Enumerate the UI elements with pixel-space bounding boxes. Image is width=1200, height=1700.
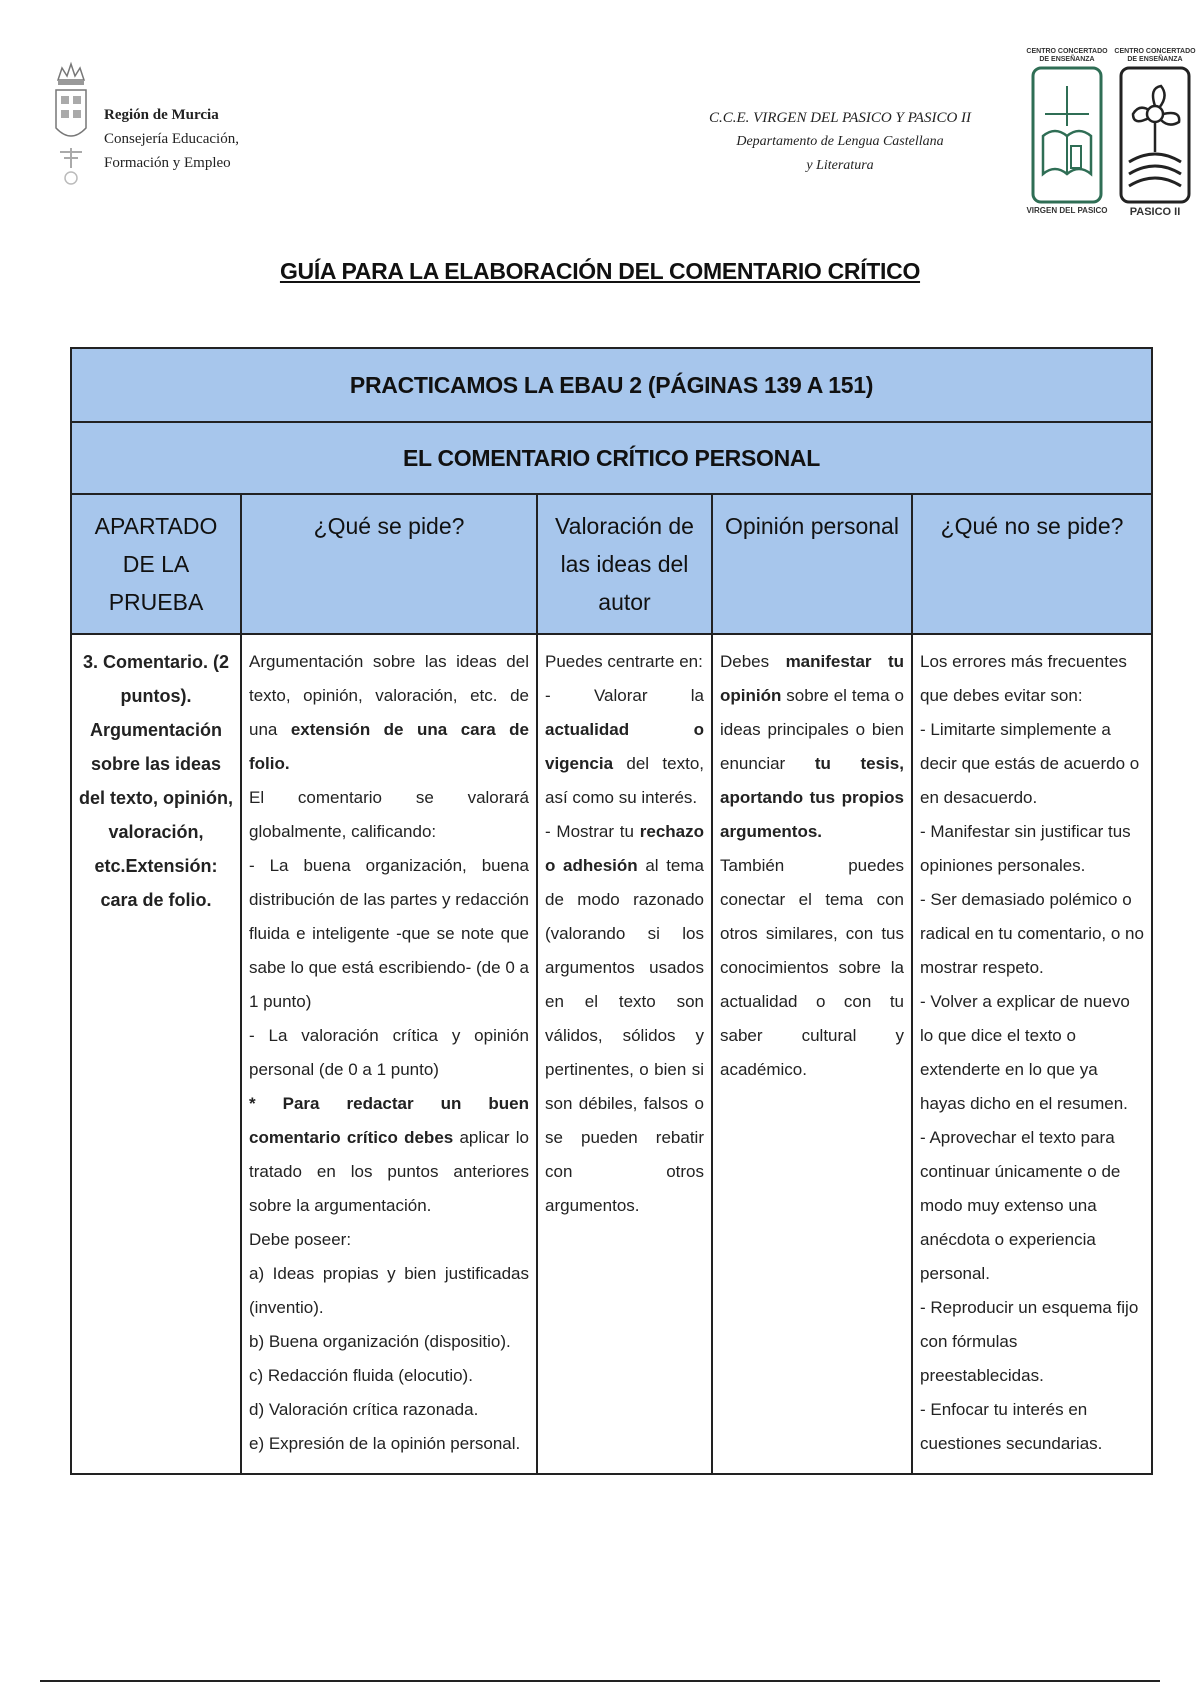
list-item: - Volver a explicar de nuevo lo que dice el texto o extenderte en lo que ya hayas dicho en el resumen. bbox=[920, 992, 1130, 1113]
pide-p1-text: Argumentación sobre las ideas del texto, opinión, valoración, etc. de una bbox=[249, 652, 529, 739]
list-item: d) Valoración crítica razonada. bbox=[249, 1400, 479, 1419]
document-title bbox=[0, 258, 1200, 285]
pide-paragraph-6: Debe poseer: bbox=[249, 1230, 352, 1249]
pide-paragraph-3: - La buena organización, buena distribución de las partes y redacción fluida e inteligente -que se note que sabe lo que está escribiendo- (de 0 a 1 punto) bbox=[249, 856, 529, 1011]
opinion-p1-a: Debes bbox=[720, 652, 786, 671]
list-item: - Reproducir un esquema fijo con fórmulas preestablecidas. bbox=[920, 1298, 1139, 1385]
region-name: Región de Murcia bbox=[104, 107, 219, 123]
column-header-que-se-pide: ¿Qué se pide? bbox=[241, 494, 537, 634]
region-text bbox=[104, 58, 239, 208]
column-header-valoracion: Valoración de las ideas del autor bbox=[537, 494, 712, 634]
valoracion-p3-c: al tema de modo razonado (valorando si los argumentos usados en el texto son válidos, sólidos y pertinentes, o bien si son débiles, falsos o se pueden rebatir con otros argumentos. bbox=[545, 856, 704, 1215]
pide-p5-text: aplicar lo tratado en los puntos anteriores sobre la argumentación. bbox=[249, 1128, 529, 1215]
list-item: - Aprovechar el texto para continuar únicamente o de modo muy extenso una anécdota o experiencia personal. bbox=[920, 1128, 1121, 1283]
valoracion-p3-a: - Mostrar tu bbox=[545, 822, 640, 841]
flower-icon bbox=[1119, 66, 1191, 204]
school-dept-1: Departamento de Lengua Castellana bbox=[736, 134, 944, 149]
valoracion-paragraph-1: Puedes centrarte en: bbox=[545, 652, 703, 671]
pide-paragraph-4: - La valoración crítica y opinión personal (de 0 a 1 punto) bbox=[249, 1026, 529, 1079]
valoracion-paragraph-2 bbox=[545, 679, 704, 815]
apartado-text: 3. Comentario. (2 puntos). Argumentación sobre las ideas del texto, opinión, valoración, etc.Extensión: cara de folio. bbox=[79, 652, 233, 910]
cell-que-no-se-pide bbox=[912, 634, 1152, 1474]
opinion-p1-bold-2: tu tesis, aportando tus propios argumentos. bbox=[720, 754, 904, 841]
virgen-del-pasico-logo bbox=[1025, 48, 1109, 220]
footer-rule bbox=[40, 1680, 1160, 1682]
opinion-paragraph-2: También puedes conectar el tema con otros similares, con tus conocimientos sobre la actualidad o con tu saber cultural y académico. bbox=[720, 856, 904, 1079]
school-name: C.C.E. VIRGEN DEL PASICO Y PASICO II bbox=[708, 110, 972, 126]
table-band-title: PRACTICAMOS LA EBAU 2 (PÁGINAS 139 A 151) bbox=[71, 348, 1152, 422]
pide-paragraph-1 bbox=[249, 645, 529, 781]
coat-of-arms-icon bbox=[50, 58, 92, 208]
logo2-top-text: CENTRO CONCERTADO DE ENSEÑANZA bbox=[1114, 48, 1196, 63]
school-block bbox=[690, 106, 990, 178]
school-dept-2: y Literatura bbox=[806, 158, 874, 173]
valoracion-p3-bold: rechazo o adhesión bbox=[545, 822, 704, 875]
column-header-apartado: APARTADO DE LA PRUEBA bbox=[71, 494, 241, 634]
opinion-p1-c: sobre el tema o ideas principales o bien enunciar bbox=[720, 686, 904, 773]
cell-apartado bbox=[71, 634, 241, 1474]
table-row bbox=[71, 634, 1152, 1474]
list-item: - Limitarte simplemente a decir que estás de acuerdo o en desacuerdo. bbox=[920, 720, 1140, 807]
guide-table bbox=[70, 347, 1153, 1475]
pide-paragraph-5 bbox=[249, 1087, 529, 1223]
page-header bbox=[0, 0, 1200, 230]
list-item: - Manifestar sin justificar tus opiniones personales. bbox=[920, 822, 1131, 875]
valoracion-p2-a: - Valorar la bbox=[545, 686, 704, 705]
cell-opinion bbox=[712, 634, 912, 1474]
list-item: b) Buena organización (dispositio). bbox=[249, 1332, 511, 1351]
column-header-que-no-se-pide: ¿Qué no se pide? bbox=[912, 494, 1152, 634]
table-band-row-1 bbox=[71, 348, 1152, 422]
column-header-opinion: Opinión personal bbox=[712, 494, 912, 634]
pide-p5-bold: * Para redactar un buen comentario crítico debes bbox=[249, 1094, 529, 1147]
region-dept-2: Formación y Empleo bbox=[104, 155, 231, 171]
opinion-paragraph-1 bbox=[720, 645, 904, 849]
table-header-row bbox=[71, 494, 1152, 634]
pide-p1-bold: extensión de una cara de folio. bbox=[249, 720, 529, 773]
list-item: - Ser demasiado polémico o radical en tu comentario, o no mostrar respeto. bbox=[920, 890, 1144, 977]
book-icon bbox=[1031, 66, 1103, 204]
cell-que-se-pide bbox=[241, 634, 537, 1474]
list-item: - Enfocar tu interés en cuestiones secundarias. bbox=[920, 1400, 1103, 1453]
region-block bbox=[50, 58, 239, 208]
valoracion-p2-c: del texto, así como su interés. bbox=[545, 754, 704, 807]
list-item: Los errores más frecuentes que debes evitar son: bbox=[920, 652, 1127, 705]
pide-paragraph-2: El comentario se valorará globalmente, calificando: bbox=[249, 788, 529, 841]
list-item: e) Expresión de la opinión personal. bbox=[249, 1434, 521, 1453]
valoracion-p2-bold: actualidad o vigencia bbox=[545, 720, 704, 773]
logo1-top-text: CENTRO CONCERTADO DE ENSEÑANZA bbox=[1026, 48, 1108, 63]
logo1-bottom-text: VIRGEN DEL PASICO bbox=[1026, 206, 1108, 215]
list-item: c) Redacción fluida (elocutio). bbox=[249, 1366, 473, 1385]
table-band-subtitle: EL COMENTARIO CRÍTICO PERSONAL bbox=[71, 422, 1152, 494]
opinion-p1-bold-1: manifestar tu opinión bbox=[720, 652, 904, 705]
document-title-text: GUÍA PARA LA ELABORACIÓN DEL COMENTARIO CRÍTICO bbox=[279, 258, 921, 284]
table-band-row-2 bbox=[71, 422, 1152, 494]
valoracion-paragraph-3 bbox=[545, 815, 704, 1223]
list-item: a) Ideas propias y bien justificadas (inventio). bbox=[249, 1264, 529, 1317]
region-dept-1: Consejería Educación, bbox=[104, 131, 239, 147]
logo2-bottom-text: PASICO II bbox=[1129, 206, 1181, 218]
pasico-ii-logo bbox=[1113, 48, 1197, 220]
cell-valoracion bbox=[537, 634, 712, 1474]
